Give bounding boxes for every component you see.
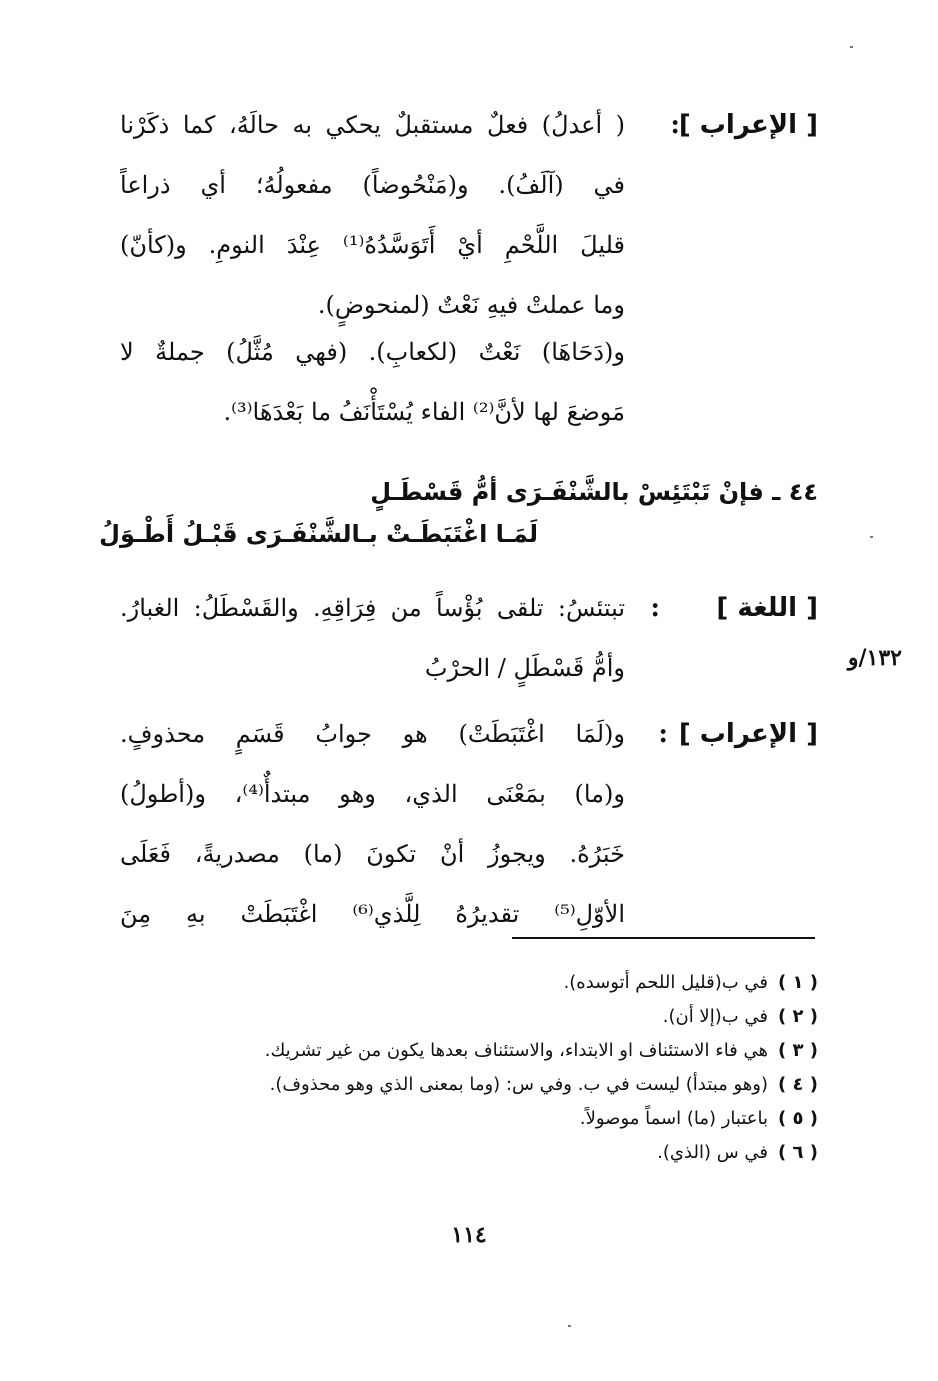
scan-speck xyxy=(850,46,853,48)
text-line: وما عملتْ فيهِ نَعْتٌ (لمنحوضٍ). xyxy=(317,291,625,319)
text-line: و(لَمَا اغْتَبَطَتْ) هو جوابُ قَسَمٍ محذوفٍ. xyxy=(120,720,625,748)
text-line: وأمُّ قَسْطَلٍ / الحرْبُ xyxy=(424,654,625,682)
text-line: و(دَحَاهَا) نَعْتٌ (لكعابِ). (فهي مُثَّلُ) جملةٌ لا xyxy=(120,338,625,366)
label-colon: : xyxy=(670,110,680,140)
footnote-number: ( ٢ ) xyxy=(778,1006,818,1027)
text-line: خَبَرُهُ. ويجوزُ أنْ تكونَ (ما) مصدريةً، فَعَلَى xyxy=(120,840,625,868)
footnote-text: في س (الذي). xyxy=(657,1142,768,1163)
footnote-number: ( ٣ ) xyxy=(778,1040,818,1061)
footnote-number: ( ٤ ) xyxy=(778,1074,818,1095)
footnote-number: ( ١ ) xyxy=(778,972,818,993)
footnote xyxy=(118,1102,818,1136)
irab-text-1 xyxy=(120,95,625,335)
manuscript-folio-note: ١٣٢/و xyxy=(847,645,902,671)
irab-text-1-continued xyxy=(120,322,625,442)
label-colon: : xyxy=(650,593,660,623)
footnote-number: ( ٦ ) xyxy=(778,1142,818,1163)
footnote-number: ( ٥ ) xyxy=(778,1108,818,1129)
irab-label-1: [ الإعراب ] xyxy=(678,110,818,140)
label-colon: : xyxy=(658,719,668,749)
footnote-text: في ب(إلا أن). xyxy=(662,1006,768,1027)
footnote-text: باعتبار (ما) اسماً موصولاً. xyxy=(579,1108,768,1129)
text-line: و(ما) بمَعْنَى الذي، وهو مبتدأٌ⁽⁴⁾، و(أطولُ) xyxy=(120,780,625,808)
text-line: ( أعدلُ) فعلٌ مستقبلٌ يحكي به حالَهُ، كما ذكَرْنا xyxy=(120,111,625,139)
irab-label-2: [ الإعراب ] xyxy=(678,719,818,749)
scan-speck xyxy=(568,1325,571,1327)
text-line: في (آلَفُ). و(مَنْحُوضاً) مفعولُهُ؛ أي ذراعاً xyxy=(120,171,625,199)
irab-text-2 xyxy=(120,704,625,944)
footnotes xyxy=(118,966,818,1170)
footnote-text: في ب(قليل اللحم أتوسده). xyxy=(563,972,768,993)
lugha-label: [ اللغة ] xyxy=(716,593,818,623)
footnote xyxy=(118,1000,818,1034)
footnote-separator xyxy=(512,937,815,939)
text-line: قليلَ اللَّحْمِ أيْ أَتَوَسَّدُهُ⁽¹⁾ عِنْدَ النومِ. و(كأنّ) xyxy=(120,231,625,259)
verse-line-2: لَمَـا اغْتَبَطَـتْ بـالشَّنْفَـرَى قَبْـلُ أَطْـوَلُ xyxy=(99,520,538,548)
text-line: تبتئسُ: تلقى بُؤْساً من فِرَاقِهِ. والقَسْطَلُ: الغبارُ. xyxy=(120,594,625,622)
text-line: مَوضعَ لها لأنَّ⁽²⁾ الفاء يُسْتَأْنَفُ ما بَعْدَهَا⁽³⁾. xyxy=(223,398,625,426)
footnote-text: هي فاء الاستئناف او الابتداء، والاستئناف بعدها يكون من غير تشريك. xyxy=(264,1040,768,1061)
text-line: الأوّلِ⁽⁵⁾ تقديرُهُ لِلَّذي⁽⁶⁾ اغْتَبَطَتْ بهِ مِنَ xyxy=(120,900,625,928)
footnote xyxy=(118,1034,818,1068)
footnote xyxy=(118,1068,818,1102)
footnote-text: (وهو مبتدأ) ليست في ب. وفي س: (وما بمعنى الذي وهو محذوف). xyxy=(269,1074,768,1095)
footnote xyxy=(118,966,818,1000)
lugha-text xyxy=(120,578,625,698)
page-number: ١١٤ xyxy=(451,1222,487,1248)
scan-speck xyxy=(870,536,873,538)
footnote xyxy=(118,1136,818,1170)
verse-line-1: ٤٤ ـ فإنْ تَبْتَئِسْ بالشَّنْفَـرَى أمُّ قَسْطَـلٍ xyxy=(370,478,818,506)
